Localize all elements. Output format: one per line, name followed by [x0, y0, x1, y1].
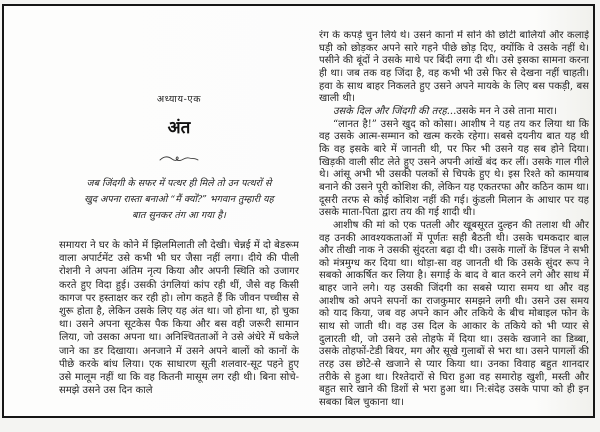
inner-thought-regular-text: उसके मन ने उसे ताना मारा। — [456, 105, 557, 117]
left-body-paragraph: समायरा ने घर के कोने में झिलमिलाती लौ देखी। चेन्नई में दो बेडरूम वाला अपार्टमेंट उसे कभी भी घर जैसा नहीं लगा। दीये की पीली रोशनी ने अपना अंतिम नृत्य किया और अपनी स्थिति को उजागर करते हुए विदा हुई। उसकी उंगलियां कांप रही थीं, जैसे वह किसी कागज पर हस्ताक्षर कर रही हो। लोग कहते हैं कि जीवन पच्चीस से शुरू होता है, लेकिन उसके लिए यह अंत था। जो होना था, हो चुका था। उसने अपना सूटकेस पैक किया और बस वही जरूरी सामान लिया, जो उसका अपना था। अनिश्चितताओं ने उसे अंधेरे में धकेले जाने का डर दिखाया। अनजाने में उसने अपने बालों को कानों के पीछे करके बांध लिया। एक साधारण सूती शलवार-सूट पहने हुए उसे मालूम नहीं था कि वह कितनी मासूम लग रही थी। बिना सोचे-समझे उसने उस दिन काले — [59, 240, 299, 397]
left-page — [59, 92, 299, 414]
right-paragraph-thought — [319, 106, 589, 119]
right-paragraph-memories: आशीष की मां को एक पतली और खूबसूरत दुल्हन की तलाश थी और वह उनकी आवश्यकताओं में पूर्णतः सही बैठती थी। उसके चमकदार बाल और तीखी नाक ने उसकी सुंदरता बढ़ा दी थी। उसके गालों के डिंपल ने सभी को मंत्रमुग्ध कर दिया था। थोड़ा-सा वह जानती थी कि उसके सुंदर रूप ने सबको आकर्षित कर लिया है। सगाई के बाद वे बात करने लगे और साथ में बाहर जाने लगे। यह उसकी जिंदगी का सबसे प्यारा समय था और वह आशीष को अपने सपनों का राजकुमार समझने लगी थी। उसने उस समय को याद किया, जब वह अपने कान और तकिये के बीच मोबाइल फोन के साथ सो जाती थी। वह उस दिल के आकार के तकिये को भी प्यार से दुलारती थी, जो उसने उसे तोहफे में दिया था। उसके खजाने का डिब्बा, उसके तोहफों-टेडी बियर, मग और सूखे गुलाबों से भरा था। उसने पागलों की तरह उस छोटे-से खजाने से प्यार किया था। उनका विवाह बहुत शानदार तरीके से हुआ था। रिश्तेदारों से घिरा हुआ वह समारोह खुशी, मस्ती और बहुत सारे खाने की डिशों से भरा हुआ था। नि:संदेह उसके पापा को ही इन सबका बिल चुकाना था। — [319, 219, 589, 409]
epigraph-line: खुद अपना रास्ता बनाओ “मैं क्यों?” भगवान तुम्हारी यह — [84, 194, 274, 205]
book-spread-frame — [2, 4, 595, 418]
inner-thought-italic-text: उसके दिल और जिंदगी की तरह... — [333, 105, 457, 117]
right-page — [319, 30, 589, 416]
chapter-label: अध्याय-एक — [156, 94, 202, 105]
right-paragraph-lament: “लानत है!” उसने खुद को कोसा। आशीष ने यह तय कर लिया था कि वह उसके आत्म-सम्मान को खत्म करके रहेगा। सबसे दयनीय बात यह थी कि वह इसके बारे में जानती थी, पर फिर भी उसने यह सब होने दिया। खिड़की वाली सीट लेते हुए उसने अपनी आंखें बंद कर लीं। उसके गाल गीले थे। आंसू अभी भी उसकी पलकों से चिपके हुए थे। इस रिश्ते को कामयाब बनाने की उसने पूरी कोशिश की, लेकिन यह एकतरफा और कठिन काम था। दूसरी तरफ से कोई कोशिश नहीं की गई। कुंडली मिलान के आधार पर यह उसके माता-पिता द्वारा तय की गई शादी थी। — [319, 118, 589, 219]
epigraph-line: बात सुनकर तंग आ गया है। — [132, 210, 226, 221]
epigraph — [59, 176, 299, 224]
chapter-title: अंत — [167, 118, 191, 138]
epigraph-line: जब जिंदगी के सफर में पत्थर ही मिले तो उन पत्थरों से — [86, 178, 272, 189]
section-ornament-icon — [59, 150, 299, 164]
right-paragraph-continuation: रंग के कपड़े चुन लिये थे। उसने कानों में सोने की छोटी बालियों और कलाई घड़ी को छोड़कर अपने सारे गहने पीछे छोड़ दिए, क्योंकि वे उसके नहीं थे। पसीने की बूंदों ने उसके माथे पर बिंदी लगा दी थी। उसे इसका सामना करना ही था। जब तक वह जिंदा है, वह कभी भी उसे फिर से देखना नहीं चाहती। हवा के साथ बाहर निकलते हुए उसने अपने मायके के लिए बस पकड़ी, बस खाली थी। — [319, 30, 589, 105]
